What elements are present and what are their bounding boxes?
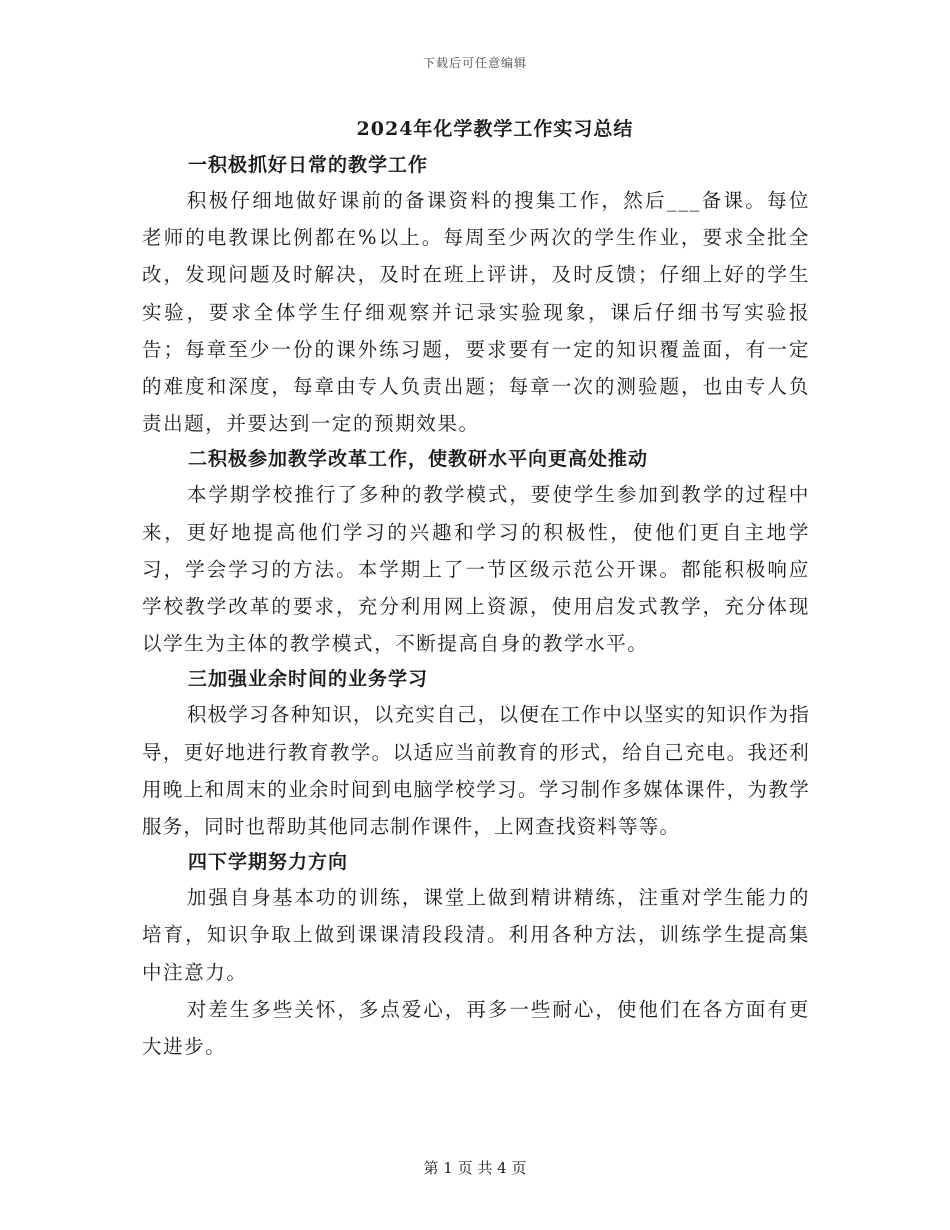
section-heading: 二积极参加教学改革工作，使教研水平向更高处推动	[188, 448, 649, 471]
section-paragraph: 本学期学校推行了多种的教学模式，要使学生参加到教学的过程中来，更好地提高他们学习的兴趣和学习的积极性，使他们更自主地学习，学会学习的方法。本学期上了一节区级示范公开课。都能积极响应学校教学改革的要求，充分利用网上资源，使用启发式教学，充分体现以学生为主体的教学模式，不断提高自身的教学水平。	[142, 483, 810, 656]
section-4	[142, 845, 810, 1065]
section-heading: 四下学期努力方向	[188, 851, 349, 874]
document-body	[142, 148, 810, 1065]
page-number: 第 1 页 共 4 页	[423, 1159, 527, 1177]
section-paragraph: 对差生多些关怀，多点爱心，再多一些耐心，使他们在各方面有更大进步。	[142, 997, 810, 1059]
section-heading: 三加强业余时间的业务学习	[188, 668, 429, 691]
section-1	[142, 148, 810, 442]
section-paragraph: 加强自身基本功的训练，课堂上做到精讲精练，注重对学生能力的培育，知识争取上做到课课清段段清。利用各种方法，训练学生提高集中注意力。	[142, 886, 810, 984]
page-header-note: 下载后可任意编辑	[422, 56, 527, 70]
section-heading: 一积极抓好日常的教学工作	[188, 154, 429, 176]
section-paragraph: 积极仔细地做好课前的备课资料的搜集工作，然后___备课。每位老师的电教课比例都在%以上。每周至少两次的学生作业，要求全批全改，发现问题及时解决，及时在班上评讲，及时反馈；仔细上好的学生实验，要求全体学生仔细观察并记录实验现象，课后仔细书写实验报告；每章至少一份的课外练习题，要求要有一定的知识覆盖面，有一定的难度和深度，每章由专人负责出题；每章一次的测验题，也由专人负责出题，并要达到一定的预期效果。	[142, 189, 810, 436]
document-title: 2024年化学教学工作实习总结	[356, 118, 634, 140]
section-2	[142, 442, 810, 662]
section-paragraph: 积极学习各种知识，以充实自己，以便在工作中以坚实的知识作为指导，更好地进行教育教学。以适应当前教育的形式，给自己充电。我还利用晚上和周末的业余时间到电脑学校学习。学习制作多媒体课件，为教学服务，同时也帮助其他同志制作课件，上网查找资料等等。	[142, 703, 810, 839]
section-3	[142, 662, 810, 845]
